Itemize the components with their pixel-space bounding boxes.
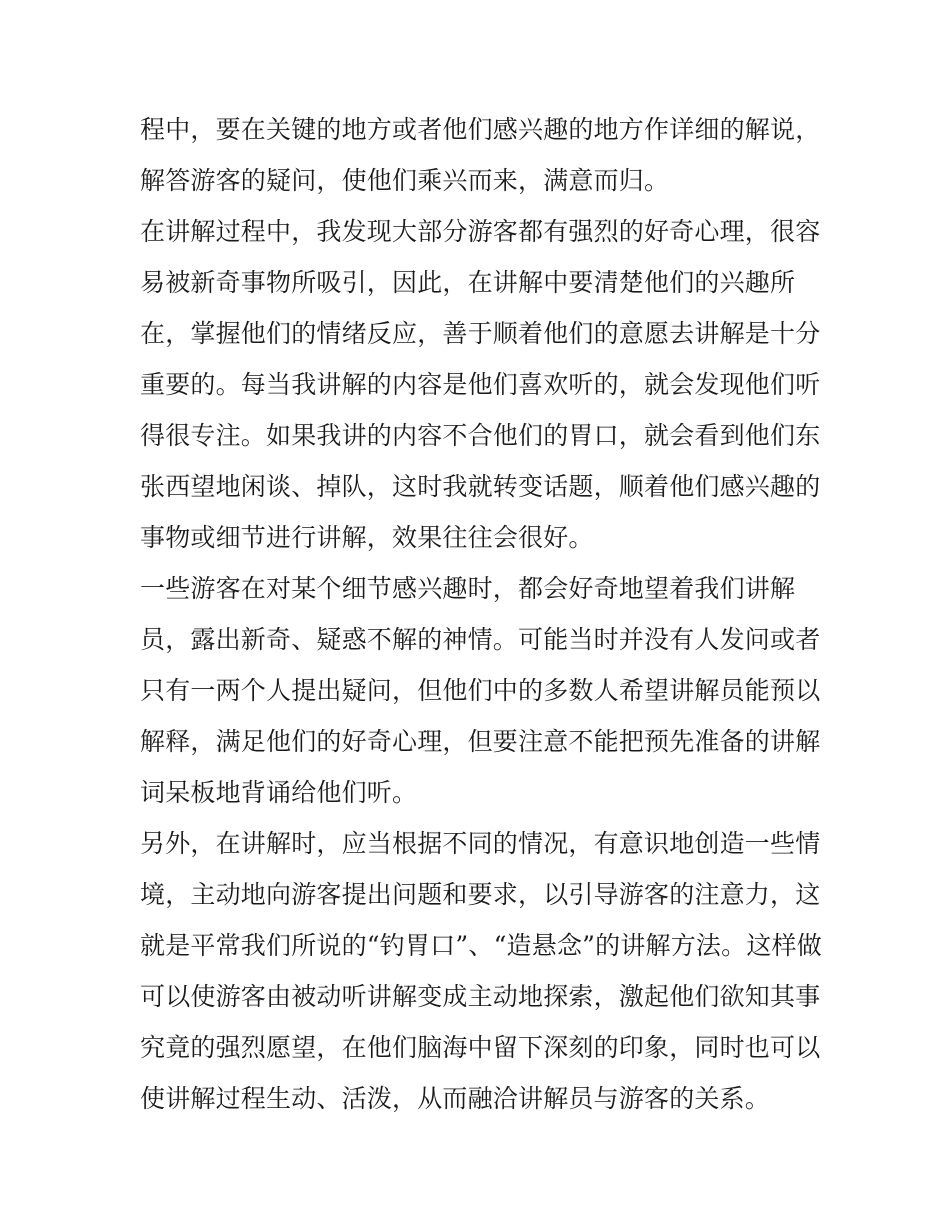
text-line: 另外，在讲解时，应当根据不同的情况，有意识地创造一些情 bbox=[140, 829, 821, 858]
paragraph-3 bbox=[140, 563, 820, 818]
paragraph-4 bbox=[140, 818, 820, 1124]
document-body bbox=[140, 104, 820, 1124]
text-line: 只有一两个人提出疑问，但他们中的多数人希望讲解员能预以 bbox=[140, 676, 821, 705]
text-line: 在，掌握他们的情绪反应，善于顺着他们的意愿去讲解是十分 bbox=[140, 319, 821, 348]
paragraph-2 bbox=[140, 206, 820, 563]
text-line: 词呆板地背诵给他们听。 bbox=[140, 778, 418, 807]
text-line: 使讲解过程生动、活泼，从而融洽讲解员与游客的关系。 bbox=[140, 1084, 771, 1113]
text-line: 解释，满足他们的好奇心理，但要注意不能把预先准备的讲解 bbox=[140, 727, 821, 756]
text-line: 得很专注。如果我讲的内容不合他们的胃口，就会看到他们东 bbox=[140, 421, 821, 450]
text-line: 境，主动地向游客提出问题和要求，以引导游客的注意力，这 bbox=[140, 880, 821, 909]
paragraph-1 bbox=[140, 104, 820, 206]
text-line: 易被新奇事物所吸引，因此，在讲解中要清楚他们的兴趣所 bbox=[140, 268, 796, 297]
text-line: 重要的。每当我讲解的内容是他们喜欢听的，就会发现他们听 bbox=[140, 370, 821, 399]
text-line: 程中，要在关键的地方或者他们感兴趣的地方作详细的解说， bbox=[140, 115, 821, 144]
text-line: 事物或细节进行讲解，效果往往会很好。 bbox=[140, 523, 594, 552]
text-line: 究竟的强烈愿望，在他们脑海中留下深刻的印象，同时也可以 bbox=[140, 1033, 821, 1062]
text-line: 可以使游客由被动听讲解变成主动地探索，激起他们欲知其事 bbox=[140, 982, 821, 1011]
text-line: 解答游客的疑问，使他们乘兴而来，满意而归。 bbox=[140, 166, 670, 195]
text-line: 就是平常我们所说的“钓胃口”、“造悬念”的讲解方法。这样做 bbox=[140, 931, 822, 960]
text-line: 一些游客在对某个细节感兴趣时，都会好奇地望着我们讲解 bbox=[140, 574, 796, 603]
text-line: 在讲解过程中，我发现大部分游客都有强烈的好奇心理，很容 bbox=[140, 217, 821, 246]
text-line: 张西望地闲谈、掉队，这时我就转变话题，顺着他们感兴趣的 bbox=[140, 472, 821, 501]
text-line: 员，露出新奇、疑惑不解的神情。可能当时并没有人发问或者 bbox=[140, 625, 821, 654]
